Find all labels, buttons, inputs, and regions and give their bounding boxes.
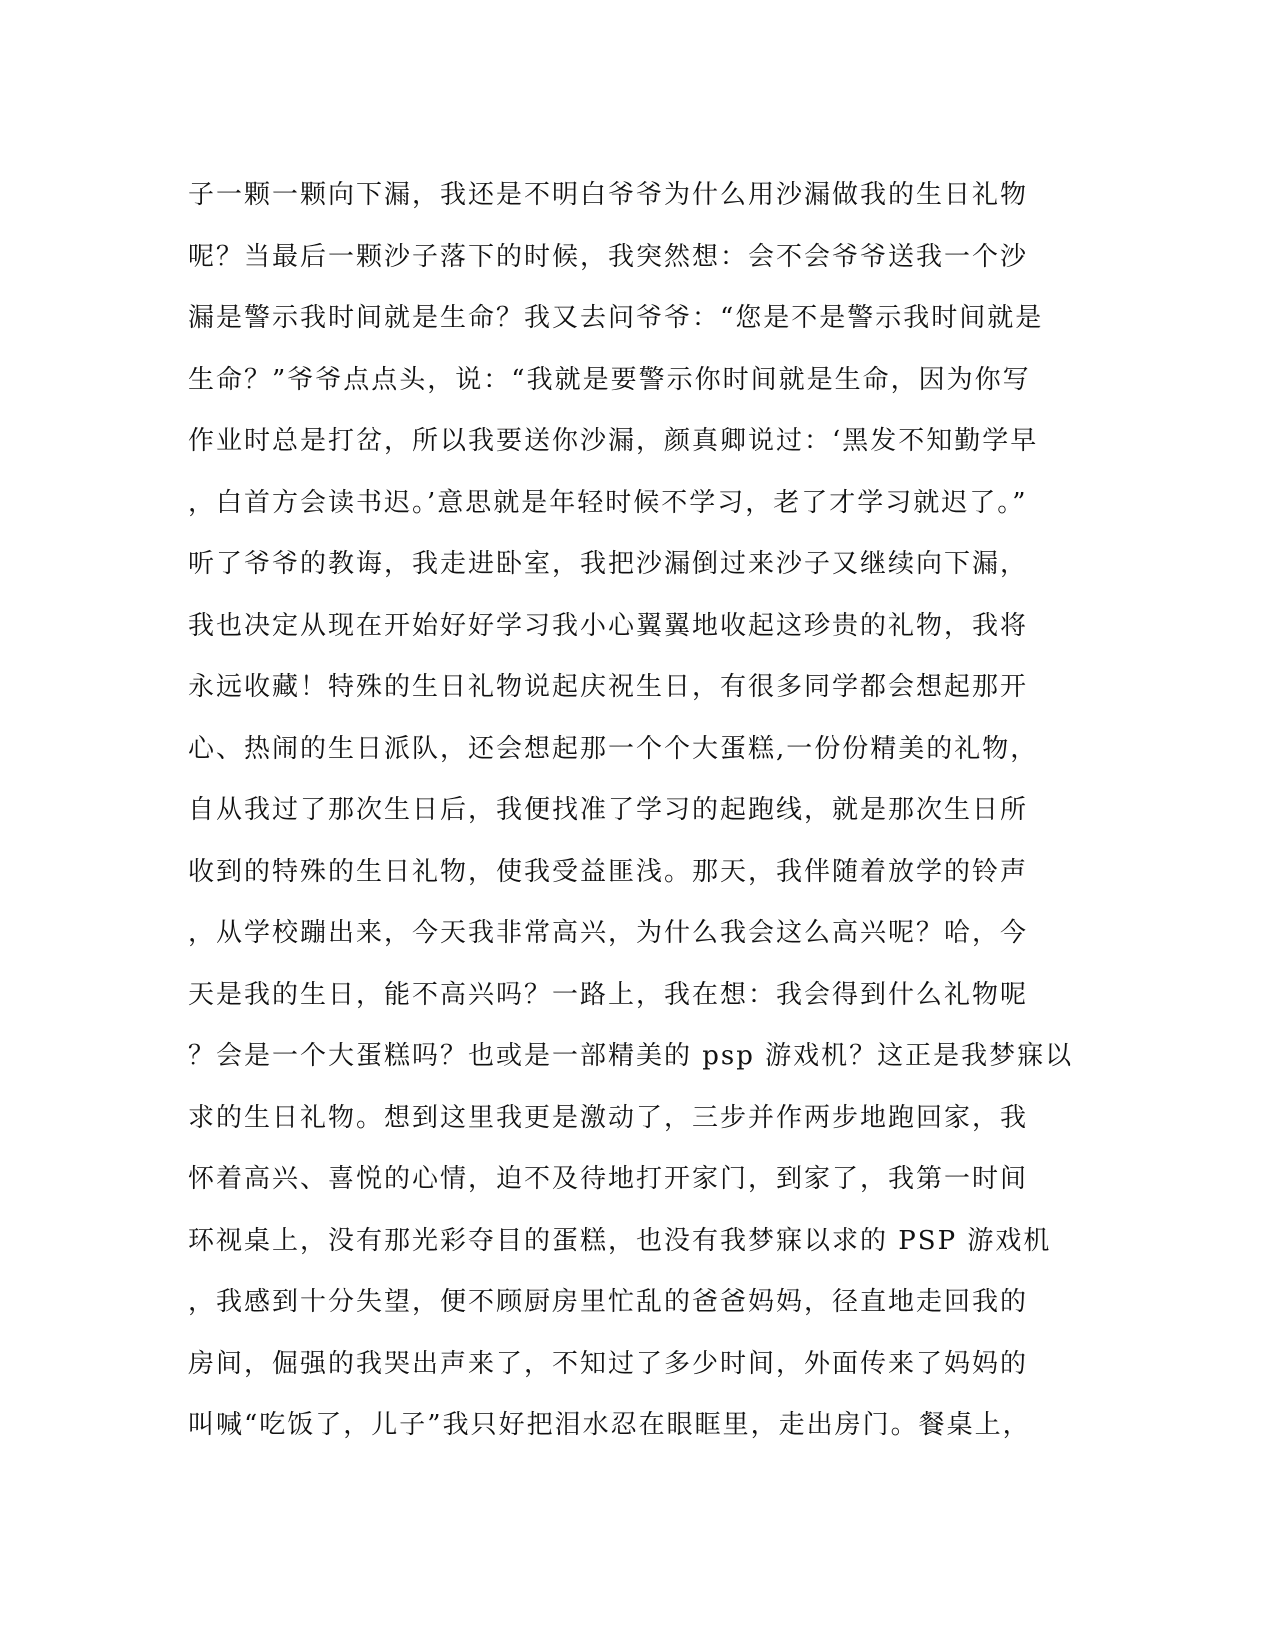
text-line: 作业时总是打岔，所以我要送你沙漏，颜真卿说过：‘黑发不知勤学早 bbox=[188, 426, 1039, 456]
text-line: 呢？当最后一颗沙子落下的时候，我突然想：会不会爷爷送我一个沙 bbox=[188, 241, 1029, 272]
text-line: 求的生日礼物。想到这里我更是激动了，三步并作两步地跑回家，我 bbox=[188, 1102, 1029, 1133]
text-line: ，白首方会读书迟。’意思就是年轻时候不学习，老了才学习就迟了。” bbox=[188, 487, 1028, 518]
text-line: ，我感到十分失望，便不顾厨房里忙乱的爸爸妈妈，径直地走回我的 bbox=[188, 1287, 1029, 1317]
text-line: 收到的特殊的生日礼物，使我受益匪浅。那天，我伴随着放学的铃声 bbox=[188, 856, 1029, 887]
body-text bbox=[188, 165, 1088, 1457]
text-line: 房间，倔强的我哭出声来了，不知过了多少时间，外面传来了妈妈的 bbox=[188, 1348, 1029, 1379]
text-line: 怀着高兴、喜悦的心情，迫不及待地打开家门，到家了，我第一时间 bbox=[188, 1164, 1029, 1194]
text-line: 心、热闹的生日派队，还会想起那一个个大蛋糕,一份份精美的礼物， bbox=[188, 733, 1039, 764]
text-line: 子一颗一颗向下漏，我还是不明白爷爷为什么用沙漏做我的生日礼物 bbox=[188, 180, 1029, 210]
text-line: 漏是警示我时间就是生命？我又去问爷爷：“您是不是警示我时间就是 bbox=[188, 303, 1044, 333]
text-line: 我也决定从现在开始好好学习我小心翼翼地收起这珍贵的礼物，我将 bbox=[188, 610, 1029, 641]
text-line: 自从我过了那次生日后，我便找准了学习的起跑线，就是那次生日所 bbox=[188, 795, 1029, 825]
text-line: 永远收藏！特殊的生日礼物说起庆祝生日，有很多同学都会想起那开 bbox=[188, 672, 1029, 702]
text-line: 环视桌上，没有那光彩夺目的蛋糕，也没有我梦寐以求的 PSP 游戏机 bbox=[188, 1225, 1052, 1256]
text-line: 叫喊“吃饭了，儿子”我只好把泪水忍在眼眶里，走出房门。餐桌上， bbox=[188, 1410, 1031, 1440]
text-line: ，从学校蹦出来，今天我非常高兴，为什么我会这么高兴呢？哈，今 bbox=[188, 918, 1029, 948]
text-line: 生命？”爷爷点点头，说：“我就是要警示你时间就是生命，因为你写 bbox=[188, 364, 1031, 395]
text-line: 听了爷爷的教诲，我走进卧室，我把沙漏倒过来沙子又继续向下漏， bbox=[188, 549, 1029, 579]
text-line: 天是我的生日，能不高兴吗？一路上，我在想：我会得到什么礼物呢 bbox=[188, 979, 1029, 1010]
text-line: ？会是一个大蛋糕吗？也或是一部精美的 psp 游戏机？这正是我梦寐以 bbox=[188, 1041, 1074, 1071]
